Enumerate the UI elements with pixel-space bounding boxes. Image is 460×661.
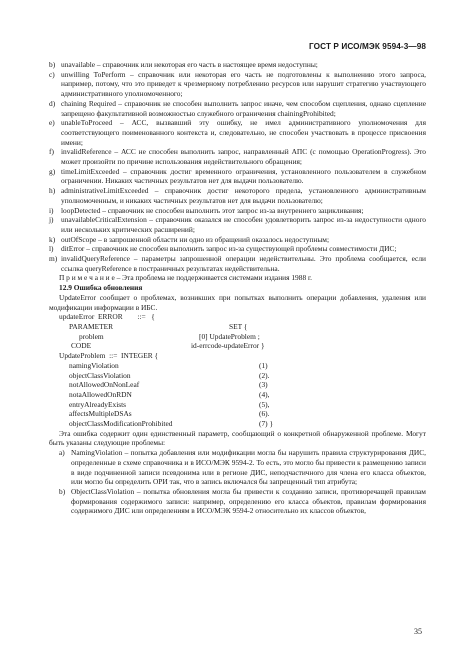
list-marker: j) — [49, 215, 54, 225]
list-item — [49, 254, 426, 273]
list-text: invalidReference – АСС не способен выполнить запрос, направленный АПС (с помощью OperationProgress). Это может произойти по причине использования недействительного обращения; — [61, 147, 426, 167]
list-item — [49, 70, 426, 99]
enum-value: (3) — [259, 380, 268, 390]
note: П р и м е ч а н и е – Эта проблема не поддерживается системами издания 1988 г. — [59, 273, 313, 283]
enum-name: notaAllowedOnRDN — [69, 389, 132, 399]
page-body — [49, 60, 426, 516]
enum-name: objectClassModificationProhibited — [69, 419, 173, 429]
section-title: 12.9 Ошибка обновления — [59, 283, 143, 293]
asn1-value: SET { — [229, 321, 248, 331]
list-item — [49, 99, 426, 118]
asn1-line: UpdateProblem ::= INTEGER { — [59, 351, 159, 361]
problem-list — [49, 448, 426, 516]
list-text: ditError – справочник не способен выполнить запрос из-за существующей проблемы совместимости ДИС; — [61, 244, 397, 254]
list-text: timeLimitExceeded – справочник достиг временного ограничения, установленного пользователем в служебном ограничении. Никаких частичных результатов нет для выдачи пользователю. — [61, 166, 426, 186]
enum-name: entryAlreadyExists — [69, 399, 127, 409]
list-marker: b) — [49, 60, 56, 69]
enum-value: (5), — [259, 399, 270, 409]
enum-value: (1) — [259, 360, 268, 370]
list-text: loopDetected – справочник не способен выполнить этот запрос из-за внутреннего зацикливания; — [61, 205, 364, 215]
list-marker: d) — [49, 98, 56, 108]
enum-row — [49, 400, 426, 410]
list-item — [49, 487, 426, 516]
enum-row — [49, 419, 426, 429]
list-text: unavailableCriticalExtension – справочник оказался не способен удовлетворить запрос из-за недоступности одного или нескольких критических расширений; — [61, 215, 426, 234]
enum-row — [49, 361, 426, 371]
enum-row — [49, 380, 426, 390]
section-intro: UpdateError сообщает о проблемах, возникших при попытках выполнить операции добавления, удаления или модификации информации в ИБС. — [49, 292, 426, 312]
list-text: chaining Required – справочник не способен выполнить запрос иначе, чем способом сцепления, однако сцепление запрещено факультативной возможностью служебного ограничения chainingProhibited; — [61, 98, 426, 118]
list-item — [49, 235, 426, 245]
error-list — [49, 60, 426, 273]
list-text: outOfScope – в запрошенной области ни одно из обращений оказалось недоступным; — [61, 234, 330, 244]
enum-name: notAllowedOnNonLeaf — [69, 380, 140, 390]
list-marker: i) — [49, 205, 54, 215]
enum-row — [49, 409, 426, 419]
asn1-line — [49, 332, 426, 342]
list-marker: g) — [49, 166, 56, 176]
list-item — [49, 186, 426, 205]
list-text: unwilling ToPerform – справочник или некоторая его часть не подготовлены к выполнению этого запроса, например, потому, что это приведет к чрезмерному потреблению ресурсов или нарушит стратегию участвующего административного уполномоченного; — [61, 69, 426, 99]
list-text: NamingViolation – попытка добавления или модификации могла бы нарушить правила структурирования ДИС, определенные в схеме справочника и в ИСО/МЭК 9594-2. То есть, это могло бы привести к размещению записи в виде подчиненной записи псевдонима или в регионе ДИС, неподчастичного для члена его класса объектов, или могло бы определить ОРИ так, что в запись включался бы запрещенный тип атрибута; — [71, 448, 426, 487]
enum-name: affectsMultipleDSAs — [69, 409, 132, 419]
list-text: unavailable – справочник или некоторая его часть в настоящее время недоступны; — [61, 60, 318, 69]
list-item — [49, 147, 426, 166]
list-marker: k) — [49, 234, 56, 244]
enum-name: namingViolation — [69, 360, 119, 370]
asn1-value: [0] UpdateProblem ; — [199, 331, 260, 341]
enum-value: (7) } — [259, 419, 274, 429]
list-text: administrativeLimitExceeded – справочник достиг некоторого предела, установленного административным уполномоченным, и никаких частичных результатов нет для выдачи пользователю; — [61, 186, 426, 205]
list-marker: e) — [49, 118, 55, 128]
list-text: ObjectClassViolation – попытка обновления могла бы привести к созданию записи, противоречащей правилам формирования содержимого записи: например, определению его класса объектов, правилам формирования содержимого ДИС или определениям в ИСО/МЭК 9594-2 относительно их классов объектов, — [71, 486, 426, 516]
asn1-line — [49, 341, 426, 351]
asn1-keyword: PARAMETER — [69, 321, 114, 331]
list-marker: a) — [59, 448, 65, 458]
list-item — [49, 118, 426, 147]
list-marker: b) — [59, 486, 66, 496]
list-marker: l) — [49, 244, 54, 254]
enum-value: (2). — [259, 370, 270, 380]
page-number: 35 — [414, 627, 422, 636]
document-header: ГОСТ Р ИСО/МЭК 9594-3—98 — [309, 42, 426, 51]
enum-value: (6). — [259, 409, 270, 419]
enum-row — [49, 390, 426, 400]
list-marker: m) — [49, 254, 58, 264]
list-text: invalidQueryReference – параметры запрошенной операции недействительны. Это проблема сообщается, если ссылка queryReference в постраничных результатах недействительна. — [61, 254, 426, 273]
asn1-keyword: problem — [79, 331, 104, 341]
asn1-line — [49, 322, 426, 332]
list-item — [49, 167, 426, 186]
list-item — [49, 215, 426, 234]
list-item — [49, 206, 426, 216]
asn1-definition — [49, 312, 426, 428]
asn1-enum — [49, 361, 426, 429]
list-item — [49, 60, 426, 70]
asn1-keyword: CODE — [71, 341, 92, 351]
enum-value: (4), — [259, 389, 270, 399]
enum-row — [49, 371, 426, 381]
list-marker: h) — [49, 186, 56, 196]
asn1-value: id-errcode-updateError } — [191, 341, 265, 351]
list-text: unableToProceed – АСС, вызвавший эту ошибку, не имел административного уполномочения для соответствующего поименованного контекста и, следовательно, не способен участвовать в процессе присвоения имени; — [61, 118, 426, 147]
list-item — [49, 448, 426, 487]
list-marker: f) — [49, 147, 54, 157]
enum-name: objectClassViolation — [69, 370, 131, 380]
after-paragraph: Эта ошибка содержит один единственный параметр, сообщающий о конкретной обнаруженной проблеме. Могут быть указаны следующие проблемы: — [49, 428, 426, 448]
asn1-line: updateError ERROR ::= { — [59, 312, 155, 322]
list-marker: c) — [49, 69, 55, 79]
list-item — [49, 244, 426, 254]
